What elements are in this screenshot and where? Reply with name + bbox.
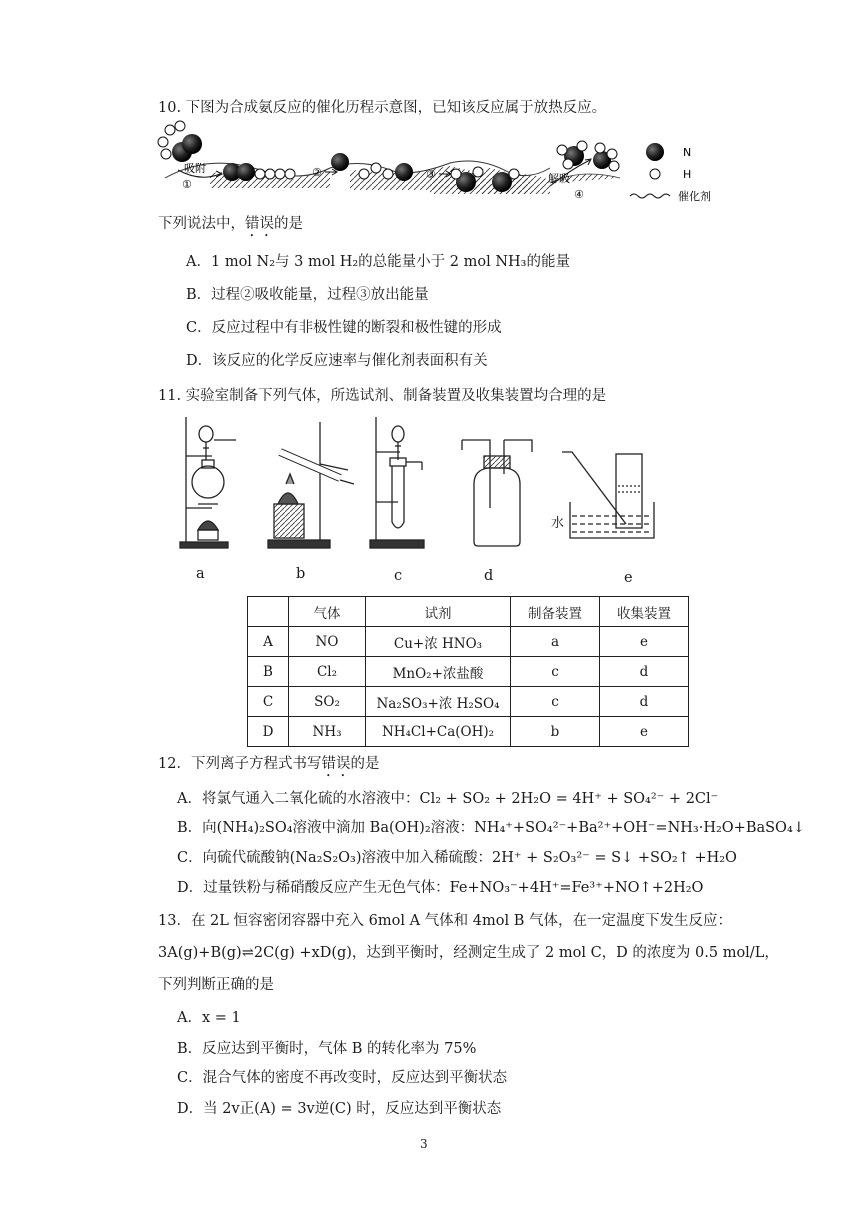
table-cell: D: [248, 717, 289, 747]
q10-option-a: A．1 mol N₂与 3 mol H₂的总能量小于 2 mol NH₃的能量: [186, 254, 570, 270]
apparatus-figure: [170, 412, 670, 557]
legend-h-icon: [650, 169, 660, 179]
table-cell: c: [511, 687, 600, 717]
q10-option-c: C．反应过程中有非极性键的断裂和极性键的形成: [186, 320, 502, 336]
step4-label: 解吸: [548, 172, 570, 185]
q11-stem: 11. 实验室制备下列气体，所选试剂、制备装置及收集装置均合理的是: [158, 388, 607, 404]
q13-option-b: B．反应达到平衡时，气体 B 的转化率为 75%: [177, 1041, 477, 1057]
table-header: 制备装置: [511, 597, 600, 627]
table-cell: e: [600, 627, 689, 657]
table-cell: MnO₂+浓盐酸: [366, 657, 511, 687]
table-cell: NH₃: [289, 717, 366, 747]
table-cell: Cu+浓 HNO₃: [366, 627, 511, 657]
q13-option-c: C．混合气体的密度不再改变时，反应达到平衡状态: [177, 1070, 508, 1086]
table-cell: Cl₂: [289, 657, 366, 687]
legend-h: H: [683, 168, 692, 181]
step1-label: 吸附: [184, 162, 206, 175]
table-header: 收集装置: [600, 597, 689, 627]
apparatus-label-a: a: [196, 566, 205, 582]
q12-option-b: B．向(NH₄)₂SO₄溶液中滴加 Ba(OH)₂溶液：NH₄⁺+SO₄²⁻+Ba²⁺+OH⁻=NH₃·H₂O+BaSO₄↓: [177, 820, 805, 836]
q12-option-c: C．向硫代硫酸钠(Na₂S₂O₃)溶液中加入稀硫酸：2H⁺ + S₂O₃²⁻ = S↓ +SO₂↑ +H₂O: [177, 850, 737, 866]
legend-catalyst-icon: [630, 194, 670, 198]
q12-option-d: D．过量铁粉与稀硝酸反应产生无色气体：Fe+NO₃⁻+4H⁺=Fe³⁺+NO↑+2H₂O: [177, 880, 704, 896]
table-cell: a: [511, 627, 600, 657]
table-cell: NH₄Cl+Ca(OH)₂: [366, 717, 511, 747]
q13-stem-line1: 13．在 2L 恒容密闭容器中充入 6mol A 气体和 4mol B 气体，在一定温度下发生反应：: [158, 913, 732, 929]
apparatus-label-b: b: [296, 566, 306, 582]
table-cell: B: [248, 657, 289, 687]
table-cell: A: [248, 627, 289, 657]
table-header: 气体: [289, 597, 366, 627]
table-header: [248, 597, 289, 627]
apparatus-b: [268, 422, 354, 548]
table-header-row: [248, 597, 689, 627]
legend-n: N: [683, 146, 692, 159]
apparatus-c: [370, 417, 424, 548]
q10-ask: 下列说法中，错误的是: [158, 216, 303, 232]
step4-num: ④: [574, 188, 584, 201]
legend-catalyst: 催化剂: [678, 190, 711, 203]
table-cell: d: [600, 657, 689, 687]
apparatus-label-c: c: [394, 568, 403, 584]
table-header: 试剂: [366, 597, 511, 627]
apparatus-d: [462, 440, 532, 546]
water-label: 水: [551, 516, 565, 531]
q10-stem: 10. 下图为合成氨反应的催化历程示意图，已知该反应属于放热反应。: [158, 100, 607, 116]
table-cell: NO: [289, 627, 366, 657]
table-row: [248, 717, 689, 747]
page-number: 3: [420, 1137, 428, 1151]
table-cell: Na₂SO₃+浓 H₂SO₄: [366, 687, 511, 717]
legend-n-icon: [646, 143, 664, 161]
q12-option-a: A．将氯气通入二氧化硫的水溶液中：Cl₂ + SO₂ + 2H₂O = 4H⁺ + SO₄²⁻ + 2Cl⁻: [177, 791, 719, 807]
table-row: [248, 687, 689, 717]
step2-num: ②: [312, 166, 322, 179]
table-row: [248, 657, 689, 687]
table-row: [248, 627, 689, 657]
table-cell: C: [248, 687, 289, 717]
table-cell: d: [600, 687, 689, 717]
q10-option-d: D．该反应的化学反应速率与催化剂表面积有关: [186, 353, 488, 369]
step1-num: ①: [182, 178, 192, 191]
table-cell: e: [600, 717, 689, 747]
apparatus-a: [180, 417, 236, 548]
q13-option-d: D．当 2v正(A) = 3v逆(C) 时，反应达到平衡状态: [177, 1101, 502, 1117]
gas-preparation-table: [247, 596, 689, 747]
table-cell: b: [511, 717, 600, 747]
q10-option-b: B．过程②吸收能量，过程③放出能量: [186, 287, 429, 303]
q13-stem-line2: 3A(g)+B(g)⇌2C(g) +xD(g)，达到平衡时，经测定生成了 2 mol C，D 的浓度为 0.5 mol/L，: [158, 945, 779, 961]
apparatus-e: [562, 452, 654, 538]
apparatus-label-e: e: [624, 570, 633, 586]
q12-stem: 12．下列离子方程式书写错误的是: [158, 756, 380, 772]
table-cell: SO₂: [289, 687, 366, 717]
q13-option-a: A．x = 1: [177, 1010, 241, 1026]
step3-num: ③: [426, 168, 436, 181]
table-cell: c: [511, 657, 600, 687]
catalysis-process-diagram: [150, 118, 730, 208]
q13-stem-line3: 下列判断正确的是: [158, 977, 274, 993]
apparatus-label-d: d: [484, 568, 494, 584]
